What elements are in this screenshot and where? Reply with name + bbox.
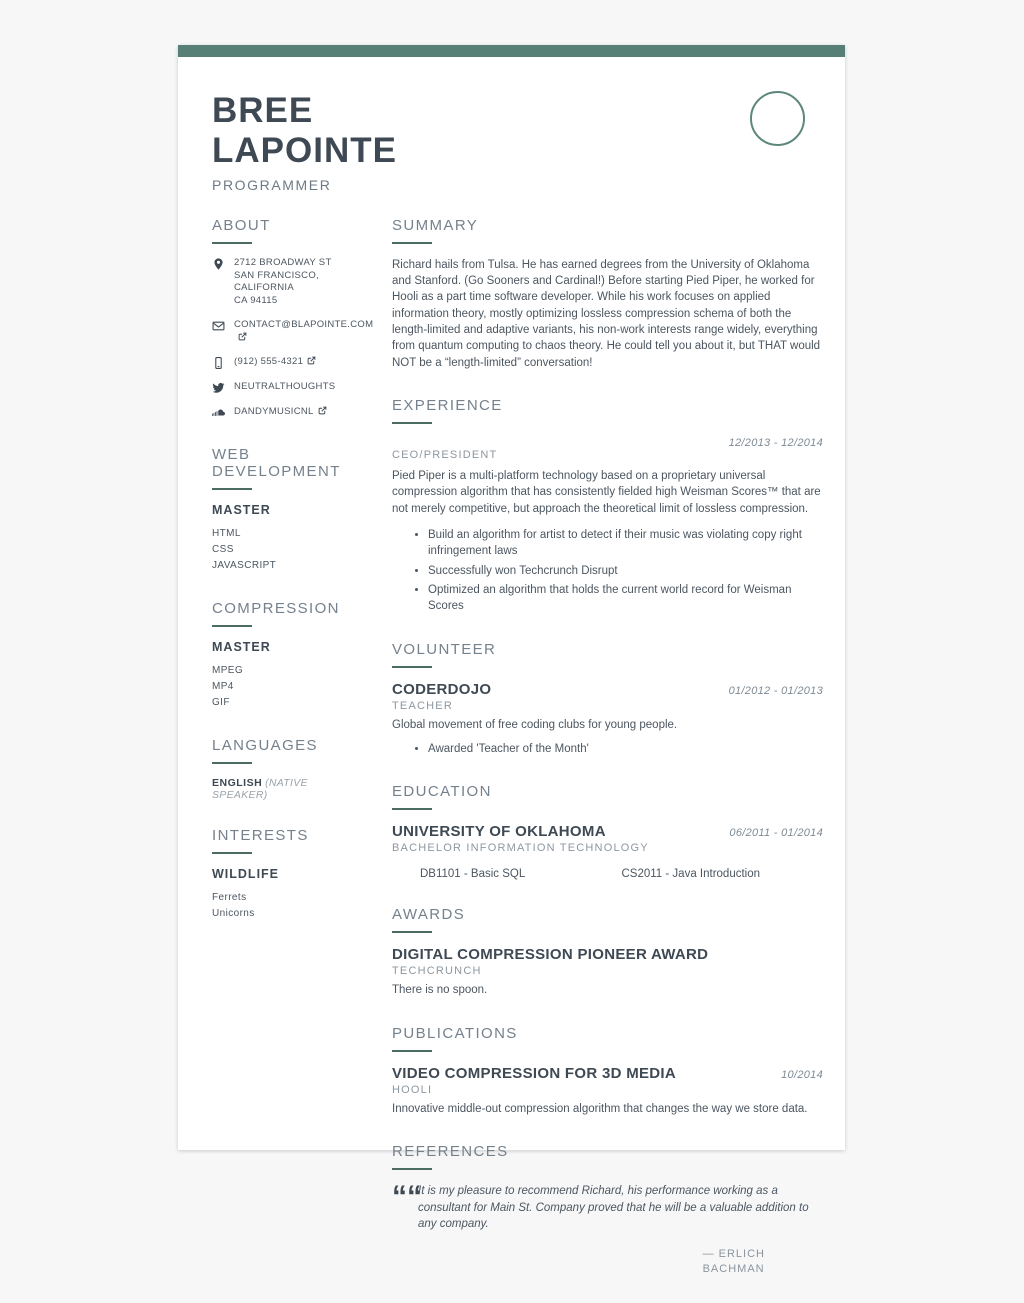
skill-list <box>212 663 362 711</box>
soundcloud-row[interactable] <box>212 406 362 420</box>
summary-heading: SUMMARY <box>392 216 479 234</box>
skill-level: MASTER <box>212 502 271 517</box>
phone-row[interactable] <box>212 356 362 370</box>
education-section <box>392 783 823 880</box>
volunteer-dates: 01/2012 - 01/2013 <box>728 684 823 697</box>
reference-attribution-line2: BACHMAN <box>702 1262 765 1275</box>
twitter-row <box>212 381 362 395</box>
volunteer-description: Global movement of free coding clubs for young people. <box>392 718 678 731</box>
email-value: CONTACT@BLAPOINTE.COM <box>234 319 374 331</box>
experience-role: CEO/PRESIDENT <box>392 449 498 462</box>
education-entry <box>392 823 823 880</box>
reference-quote-text: It is my pleasure to recommend Richard, his performance working as a consultant for Main St. Company proved that he will be a valuable addition to any company. <box>418 1185 809 1231</box>
skill-item: MPEG <box>212 664 244 676</box>
section-rule <box>212 762 252 764</box>
skill-level: MASTER <box>212 639 271 654</box>
publication-description: Innovative middle-out compression algorithm that changes the way we store data. <box>392 1102 808 1115</box>
candidate-name <box>212 91 823 171</box>
award-entry <box>392 946 823 998</box>
skill-item: JAVASCRIPT <box>212 559 277 571</box>
publication-date: 10/2014 <box>781 1068 823 1081</box>
languages-heading: LANGUAGES <box>212 736 318 754</box>
soundcloud-value: DANDYMUSICNL <box>234 405 314 417</box>
accent-top-bar <box>178 45 845 57</box>
interest-category: WILDLIFE <box>212 866 280 881</box>
section-rule <box>392 666 432 668</box>
publications-section <box>392 1025 823 1117</box>
experience-section <box>392 397 823 615</box>
experience-bullet-list <box>392 527 823 615</box>
skill-group-heading: COMPRESSION <box>212 599 340 617</box>
volunteer-bullet-list <box>392 741 823 757</box>
soundcloud-icon <box>212 406 225 420</box>
address-line2: SAN FRANCISCO, CALIFORNIA <box>234 269 319 294</box>
map-pin-icon <box>212 257 225 271</box>
avatar-placeholder <box>750 91 805 146</box>
skill-group-heading: WEB DEVELOPMENT <box>212 445 341 480</box>
section-rule <box>392 1050 432 1052</box>
skill-item: GIF <box>212 696 230 708</box>
interest-list <box>212 890 362 922</box>
skill-section-compression <box>212 600 362 711</box>
education-school: UNIVERSITY OF OKLAHOMA <box>392 823 606 841</box>
section-rule <box>392 808 432 810</box>
reference-quote-block <box>392 1180 823 1233</box>
publications-heading: PUBLICATIONS <box>392 1024 518 1042</box>
awards-heading: AWARDS <box>392 906 466 924</box>
publication-title: VIDEO COMPRESSION FOR 3D MEDIA <box>392 1064 677 1082</box>
address-row <box>212 257 362 308</box>
address-line1: 2712 BROADWAY ST <box>234 256 332 268</box>
course-item: CS2011 - Java Introduction <box>621 868 761 881</box>
twitter-bird-icon <box>212 381 225 395</box>
skill-item: HTML <box>212 527 241 539</box>
phone-text <box>234 356 316 369</box>
volunteer-bullet: • Awarded 'Teacher of the Month' <box>428 741 823 757</box>
about-section <box>212 216 374 420</box>
course-item: DB1101 - Basic SQL <box>420 868 526 881</box>
award-title: DIGITAL COMPRESSION PIONEER AWARD <box>392 946 709 964</box>
address-line3: CA 94115 <box>234 295 278 307</box>
references-heading: REFERENCES <box>392 1143 509 1161</box>
experience-heading: EXPERIENCE <box>392 397 503 415</box>
twitter-handle: NEUTRALTHOUGHTS <box>234 380 336 392</box>
section-rule <box>392 931 432 933</box>
resume-header <box>212 91 823 193</box>
candidate-job-title: PROGRAMMER <box>212 176 332 193</box>
double-quote-icon: ““ <box>392 1180 422 1214</box>
reference-attribution <box>703 1247 765 1277</box>
volunteer-entry <box>392 681 823 758</box>
interest-item: Ferrets <box>212 891 247 903</box>
main-column <box>392 217 823 1303</box>
languages-section <box>212 737 362 801</box>
external-link-icon <box>238 332 247 341</box>
envelope-icon <box>212 319 225 333</box>
about-heading: ABOUT <box>212 216 271 234</box>
section-rule <box>212 852 252 854</box>
award-description: There is no spoon. <box>392 984 488 997</box>
education-degree: BACHELOR INFORMATION TECHNOLOGY <box>392 842 649 855</box>
summary-text: Richard hails from Tulsa. He has earned degrees from the University of Oklahoma and Stanford. (Go Sooners and Cardinal!) Before starting Pied Piper, he worked for Hooli as a part time software developer. While his work focuses on applied information theory, mostly optimizing lossless compression schema of both the length-limited and adaptive variants, his non-work interests range widely, everything from quantum computing to chaos theory. He could tell you about it, but THAT would NOT be a “length-limited” conversation! <box>392 258 821 369</box>
soundcloud-text <box>234 406 327 419</box>
experience-bullet: • Optimized an algorithm that holds the current world record for Weisman Scores <box>428 582 823 615</box>
education-heading: EDUCATION <box>392 783 492 801</box>
publication-publisher: HOOLI <box>392 1083 433 1096</box>
sidebar <box>212 216 374 1303</box>
language-name: ENGLISH <box>212 776 263 789</box>
external-link-icon <box>307 356 316 365</box>
experience-bullet: • Build an algorithm for artist to detect if their music was violating copy right infringement laws <box>428 527 823 560</box>
external-link-icon <box>318 406 327 415</box>
language-level-note: (NATIVE SPEAKER) <box>212 776 308 801</box>
volunteer-role: TEACHER <box>392 699 453 712</box>
email-row[interactable] <box>212 319 374 345</box>
section-rule <box>392 1168 432 1170</box>
resume-document <box>178 45 845 1275</box>
interest-item: Unicorns <box>212 907 255 919</box>
reference-attribution-line1: — ERLICH <box>702 1248 765 1261</box>
experience-dates: 12/2013 - 12/2014 <box>728 437 823 450</box>
candidate-first-name: BREE <box>212 91 314 130</box>
phone-value: (912) 555-4321 <box>234 355 304 367</box>
section-rule <box>212 242 252 244</box>
candidate-last-name: LAPOINTE <box>212 130 397 170</box>
references-section <box>392 1143 823 1277</box>
experience-description: Pied Piper is a multi-platform technology based on a proprietary universal compression algorithm that has consistently fielded high Weisman Scores™ that are not merely competitive, but approach the theoretical limit of lossless compression. <box>392 470 821 515</box>
skill-list <box>212 526 362 574</box>
course-list <box>392 868 823 880</box>
awards-section <box>392 906 823 998</box>
email-text <box>234 319 373 345</box>
summary-section <box>392 217 823 371</box>
volunteer-org: CODERDOJO <box>392 680 492 698</box>
section-rule <box>212 625 252 627</box>
address-text <box>234 257 362 308</box>
interests-section <box>212 827 362 922</box>
skill-item: MP4 <box>212 680 234 692</box>
interests-heading: INTERESTS <box>212 826 309 844</box>
mobile-phone-icon <box>212 356 225 370</box>
volunteer-heading: VOLUNTEER <box>392 640 497 658</box>
skill-item: CSS <box>212 543 234 555</box>
award-issuer: TECHCRUNCH <box>392 965 482 978</box>
section-rule <box>392 422 432 424</box>
publication-entry <box>392 1065 823 1117</box>
education-dates: 06/2011 - 01/2014 <box>729 827 823 840</box>
skill-section-web-development <box>212 446 362 574</box>
experience-bullet: • Successfully won Techcrunch Disrupt <box>428 563 823 579</box>
experience-entry <box>392 437 823 615</box>
volunteer-section <box>392 641 823 758</box>
section-rule <box>212 488 252 490</box>
section-rule <box>392 242 432 244</box>
